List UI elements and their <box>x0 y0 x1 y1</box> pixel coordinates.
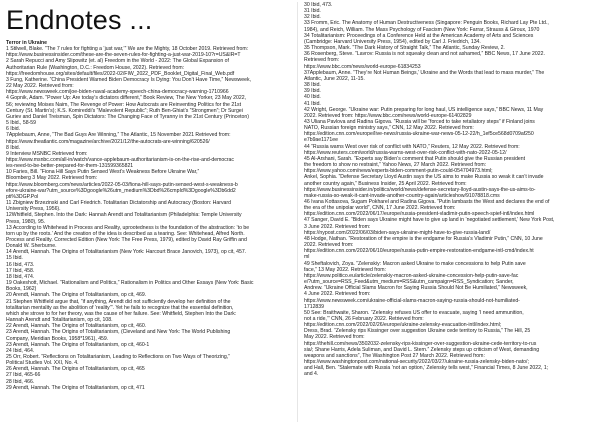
endnote-line: make-russia-so-weak-it-cant-invade-another-country-again/articleshow/91078818.cms <box>304 192 500 199</box>
endnote-line: Atlantic, June 2022, 11-15. <box>304 75 365 82</box>
endnote-line: 23 Arendt, Hannah. The Origins of Totalitarianism, op cit, 460-1 <box>6 341 150 348</box>
endnote-line: 48 Hodge, Nathan. “Restoration of the empire is the endgame for Russia’s Vladimir Putin,” CNN, 10 June <box>304 235 543 242</box>
endnote-line: 25 Orr, Robert. “Reflections on Totalitarianism, Leading to Reflections on Two Ways of Theorizing,” <box>6 353 230 360</box>
endnote-line: 2022. Retrieved from: <box>304 242 354 249</box>
endnote-line: https://www.msnbc.com/all-in/watch/vance-applebaum-authoritarianism-is-on-the-rise-and-democrac <box>6 156 234 163</box>
endnote-line: Bloomberg 3 May 2022. Retrieved from: <box>6 175 98 182</box>
endnote-line: Hannah Arendt and Totalitarianism, op cit, 108. <box>6 317 113 324</box>
endnote-line: https://edition.cnn.com/2022/06/17/europe/russia-president-vladimir-putin-speech-spief-intl/index.html <box>304 211 535 218</box>
endnote-line: 21 Stephen Whitfield argue that, “if anything, Arendt did not sufficiently develop her definition of the <box>6 298 231 305</box>
endnote-line: 32 Ibid. <box>304 14 321 21</box>
endnote-line: 20 Arendt, Hannah. The Origins of Totalitarianism, op cit, 469. <box>6 292 147 299</box>
endnote-line: NATO, Russian foreign ministry says,” CNN, 12 May 2022. Retrieved from: <box>304 125 474 132</box>
endnote-line: 36 Rosenberg, Steve. “Lavrov: Russia is not squeaky clean and not ashamed,” BBC News, 17 June 2022. <box>304 51 545 58</box>
endnote-line: 41 Ibid. <box>304 100 321 107</box>
endnote-line: 9 Interview MSNBC Retrieved from: <box>6 150 88 157</box>
endnote-line: the era of the unipolar world”, CNN, 17 June 2022. Retrieved from: <box>304 205 456 212</box>
column-divider <box>297 2 298 422</box>
endnote-line: https://edition.cnn.com/2022/02/26/europe/ukraine-zelensky-evacuation-intl/index.html; <box>304 322 502 329</box>
endnote-line: Guriev and Daniel Treisman, Spin Dictators: The Changing Face of Tyranny in the 21st Century (Princeton) <box>6 113 249 120</box>
endnote-line: https://www.bbc.com/news/world-europe-61834253 <box>304 63 421 70</box>
endnote-line: Books, 1962) <box>6 286 37 293</box>
endnote-line: https://freedomhouse.org/sites/default/files/2022-02/FIW_2022_PDF_Booklet_Digital_Final_Web.pdf <box>6 70 235 77</box>
endnote-line: 16 Ibid, 473. <box>6 261 35 268</box>
endnote-line: Political Studies Vol. XXI, No. 4. <box>6 360 79 367</box>
endnote-line: https://nypost.com/2022/06/03/biden-says-ukraine-might-have-to-give-russia-land/ <box>304 229 491 236</box>
endnote-line: 56; reviewing Moises Naim, The Revenge of Power: How Autocrats are Reinventing Politics for the 21st <box>6 101 242 108</box>
endnote-line: 6 Ibid. <box>6 126 21 133</box>
endnote-line: 43 Uliana Pavlova and Radina Gigova. “Russia will be “forced to take retaliatory steps” if Finland joins <box>304 118 535 125</box>
endnote-line: (Cambridge: Harvard University Press, 1954), edited by Carl J. Friedrich, 134. <box>304 38 481 45</box>
endnote-line: 34 Totalitarianism: Proceedings of a Conference Held at the American Academy of Arts and Sciences <box>304 32 534 39</box>
endnote-line: torn up by the roots.’ And the creation of the idea is described as a tearing. See: Whitehead, Alfred North. <box>6 230 245 237</box>
endnote-line: https://edition.cnn.com/2022/06/10/europe/russia-putin-empire-restoration-endgame-intl-cmd/index.ht <box>304 248 534 255</box>
endnote-line: not a ride,’” CNN, 26 February 2022. Retrieved from: <box>304 315 424 322</box>
endnote-line: https://www.businessinsider.in/politics/world/news/defense-secretary-lloyd-austin-says-the-us-aims-to- <box>304 186 536 193</box>
endnote-line: 50 See: Braithwaite, Sharon. “Zelensky refuses US offer to evacuate, saying ‘I need ammunition, <box>304 309 524 316</box>
endnote-line: 2 Sarah Repucci and Amy Slipowitz (et. al) Freedom in the World - 2022: The Global Expansion of <box>6 58 229 65</box>
endnote-line: 3 Fung, Katherine. “China President Warned Biden Democracy Is Dying: You Don’t Have Time,” Newsweek, <box>6 76 251 83</box>
endnote-line: https://edition.cnn.com/europe/live-news/russia-ukraine-war-news-05-12-22/h_1ef5ce568d0709af250 <box>304 131 534 138</box>
endnote-line: 24 Ibid, 464. <box>6 347 35 354</box>
endnote-line: 31 Ibid. <box>304 8 321 15</box>
endnote-line: 22 Arendt, Hannah. The Origins of Totalitarianism, op cit, 460. <box>6 323 147 330</box>
endnote-line: https://www.bloomberg.com/news/articles/2022-05-03/fiona-hill-says-putin-sensed-west-s-weakness-b <box>6 181 238 188</box>
endnote-line: https://thehill.com/news/3502032-zelensky-rips-kissinger-over-suggestion-ukraine-cede-territory-to-rus <box>304 340 537 347</box>
endnote-line: 29 Arendt, Hannah. The Origins of Totalitarianism, op cit, 471 <box>6 384 145 391</box>
endnote-line: University Press, 1956). <box>6 206 61 213</box>
endnote-line: Company, Meridian Books, 1958*1961), 459. <box>6 335 109 342</box>
endnote-line: 47 Sanger, David E. “Biden says Ukraine might have to give up land in ‘negotiated settlement,’ New York Post, <box>304 217 555 224</box>
endnote-line: May 2022. Retrieved from: <box>304 334 365 341</box>
endnote-line: the freedom to show no restraint,” Yahoo News, 27 March 2022. Retrieved from: <box>304 162 487 169</box>
endnote-line: 1712839 <box>304 303 325 310</box>
endnote-line: totalitarian mentality as the abolition of ‘reality’”. Yet he fails to recognize that the essential definition, <box>6 304 234 311</box>
endnote-line: 44 “Russia warns West over risk of conflict with NATO,” Reuters, 12 May 2022. Retrieved from: <box>304 143 520 150</box>
endnote-line: 3 June 2022. Retrieved from: <box>304 223 371 230</box>
endnote-line: 49 Sheftalovich, Zoya. “Zelenskiy: Macron asked Ukraine to make concessions to help Putin save <box>304 260 526 267</box>
endnote-line: 4 June 2022. Retrieved from: <box>304 291 371 298</box>
endnote-line: 14 Arendt, Hannah. The Origins of Totalitarianism (New York: Harcourt Brace Janovich, 1973), op cit, 457. <box>6 249 247 256</box>
endnote-line: another country again,” Business Insider, 25 April 2022. Retrieved from: <box>304 180 467 187</box>
endnote-line: and 4. <box>304 371 319 378</box>
endnote-line: 1 Stilwell, Blake. “The 7 rules for fighting a ‘just war,’” We are the Mighty, 18 October 2019. Retrieved from: <box>6 46 249 53</box>
endnote-line: 8 Ibid. <box>6 144 21 151</box>
endnote-line: e7b9ae1171ee <box>304 137 338 144</box>
endnote-line: 18 Ibid, 474. <box>6 273 35 280</box>
endnote-line: 33 Fromm, Eric. The Anatomy of Human Destructiveness (Singapore: Penguin Books, Richard Lay Pte Ltd., <box>304 20 549 27</box>
endnote-line: Retrieved from: <box>304 57 340 64</box>
endnote-line: ml <box>304 254 310 261</box>
endnote-line: 45 Al-Arshani, Sarah. “Experts say Biden’s comment that Putin should give the Russian president <box>304 155 526 162</box>
endnote-line: weapons and sanctions”, The Washington Post 27 March 2022. Retrieved from: <box>304 352 485 359</box>
endnote-line: face,” 13 May 2022. Retrieved from: <box>304 266 387 273</box>
endnote-line: 37Applebaum, Anne. “They’re Not Human Beings,’ Ukraine and the Words that lead to mass murder,” The <box>304 69 545 76</box>
endnote-line: and Hall, Ben. “Stalemate with Russia ‘not an option,’ Zelensky tells west,” Financial Times, 8 June 2022, 1; <box>304 365 549 372</box>
endnote-line: 17 Ibid, 458. <box>6 267 35 274</box>
endnote-line: 15 Ibid. <box>6 255 23 262</box>
endnote-line: https://www.yahoo.com/news/experts-biden-comment-putin-could-054704973.html; <box>304 168 493 175</box>
endnote-line: 23 Arendt, Hannah. The Origins of Totalitarianism, (Cleveland and New York: The World Publishing <box>6 329 231 336</box>
endnote-line: 22 May 2022. Retrieved from: <box>6 83 74 90</box>
endnote-line: 39 Ibid. <box>304 88 321 95</box>
endnote-line: 42 Wright, George. “Ukraine war: Putin preparing for long haul, US intelligence says,” BBC News, 11 May <box>304 106 544 113</box>
endnote-line: 35 Thompson, Mark. “The Dark History of Straight Talk,” The Atlantic, Sunday Review, 2. <box>304 45 505 52</box>
endnote-line: 5 Ibid., 58-59 <box>6 120 37 127</box>
endnote-line: Andrew. “Ukraine Official Slams Macron for Saying Russia Should Not Be Humiliated,” Newsweek, <box>304 285 528 292</box>
endnote-line: 7Applebaum, Anne, “The Bad Guys Are Winning,” The Atlantic, 15 November 2021 Retrieved from: <box>6 132 231 139</box>
endnote-line: which she strove to for her theory, was the cause of her failure. See: Whitfield, Stephen Into the Dark: <box>6 310 237 317</box>
endnote-line: 27 Ibid, 465-66 <box>6 372 41 379</box>
endnote-line: 11 Zbigniew Brzezinski and Carl Friedrich. Totalitarian Dictatorship and Autocracy (Boston: Harvard <box>6 200 231 207</box>
endnotes-right-column <box>304 2 592 422</box>
endnote-line: 28 Ibid, 466. <box>6 378 35 385</box>
endnote-line: https://www.reuters.com/world/russia-warns-west-over-risk-conflict-with-nato-2022-05-12/ <box>304 149 507 156</box>
endnote-line: e/?utm_source=RSS_Feed&utm_medium=RSS&utm_campaign=RSS_Syndication; Sander, <box>304 279 514 286</box>
endnote-line: Process and Reality. Corrected Edition (New York: The Free Press, 1979), edited by David Ray Griffin and <box>6 237 247 243</box>
endnote-line: https://www.theatlantic.com/magazine/archive/2021/12/the-autocrats-are-winning/620526/ <box>6 138 210 145</box>
endnote-line: 46 Ivana Kottasova, Sugam Pokharel and Radina Gigova. “Putin lambasts the West and declares the end of <box>304 199 550 205</box>
endnote-line: Century (St. Martin’s); K.S. Komireddi’s “Malevolent Republic”; Ruth Ben-Ghiat’s “Strongmen”; Dr Surgei <box>6 107 243 114</box>
endnote-line: pti%3DGP.Pol <box>6 193 39 200</box>
endnote-line: Ankel, Sophia. “Defense Secretary Lloyd Austin says the US aims to make Russia so weak it can’t invade <box>304 174 544 181</box>
endnote-line: https://www.newsweek.com/joe-biden-naval-academy-speech-china-democracy-warning-1710966 <box>6 89 229 96</box>
page-title: Endnotes ... <box>6 5 153 35</box>
endnote-line: 26 Arendt, Hannah. The Origins of Totalitarianism, op cit, 465 <box>6 366 145 373</box>
endnote-line: 1984), and Reich, William. The Mass Psychology of Fascism (New York: Farrar, Strauss & Giroux, 1970 <box>304 26 540 33</box>
endnote-line: 12Whitfield, Stephen. Into the Dark: Hannah Arendt and Totalitarianism (Philadelphia: Temple University <box>6 212 242 219</box>
endnote-line: 10 Faries, Bill. “Fiona Hill Says Putin Sensed West’s Weakness Before Ukraine War,” <box>6 169 200 176</box>
endnote-line: Press, 1980), 95. <box>6 218 46 225</box>
endnote-line: Donald W. Sherburne. <box>6 243 57 250</box>
endnote-line: ies-need-to-be-better-prepared-for-them-131599365821 <box>6 163 134 170</box>
endnote-line: efore-ukraine-war?utm_source%3Dgoogle%26utm_medium%3Dbd%26cmpId%3Dgoogle%3Db6dd2 <box>6 187 236 194</box>
section-heading: Terror in Ukraine <box>6 40 48 46</box>
endnote-line: 2022. Retrieved from: https://www.bbc.com/news/world-europe-61402829 <box>304 112 472 119</box>
endnote-line: 38 Ibid. <box>304 82 321 89</box>
endnote-line: Authoritarian Rule (Washington, D.C.: Freedom House, 2022). Retrieved from: <box>6 64 185 71</box>
endnote-line: sia/; Shane Harris, Adela Suliman, and David L. Stern.” Zelensky steps up criticism of West, demanding <box>304 346 540 353</box>
endnote-line: 40 Ibid. <box>304 94 321 101</box>
endnote-line: https://www.newsweek.com/ukraine-official-slams-macron-saying-russia-should-not-humiliated- <box>304 297 520 304</box>
endnote-line: 13 According to Whitehead in Process and Reality, uprootedness is the foundation of the abstraction: ‘to be <box>6 224 250 231</box>
endnote-line: 30 Ibid, 473. <box>304 2 333 8</box>
endnote-line: https://www.businessinsider.com/these-are-the-seven-rules-for-fighting-a-just-war-2019-10?r=US&IR=T <box>6 52 241 59</box>
endnotes-left-column <box>6 40 294 422</box>
endnote-line: Dress, Brad. “Zelensky rips Kissinger over suggestion Ukraine cede territory to Russia,” The Hill, 25 <box>304 328 531 335</box>
endnote-line: https://www.washingtonpost.com/national-security/2022/03/27/ukraine-russia-zelensky-biden-nato/; <box>304 359 529 366</box>
endnote-line: 19 Oakeshott, Michael. “Rationalism and Politics,” Rationalism in Politics and Other Essays (New York: Basic <box>6 280 254 287</box>
endnote-line: https://www.politico.eu/article/zelenskiy-macron-asked-ukraine-concession-help-putin-save-fac <box>304 272 519 279</box>
endnote-line: 4 Gopnik, Adam. “Power Up: Are today’s dictators different,” Book Review, The New Yorker, 23 May 2022, <box>6 95 247 102</box>
